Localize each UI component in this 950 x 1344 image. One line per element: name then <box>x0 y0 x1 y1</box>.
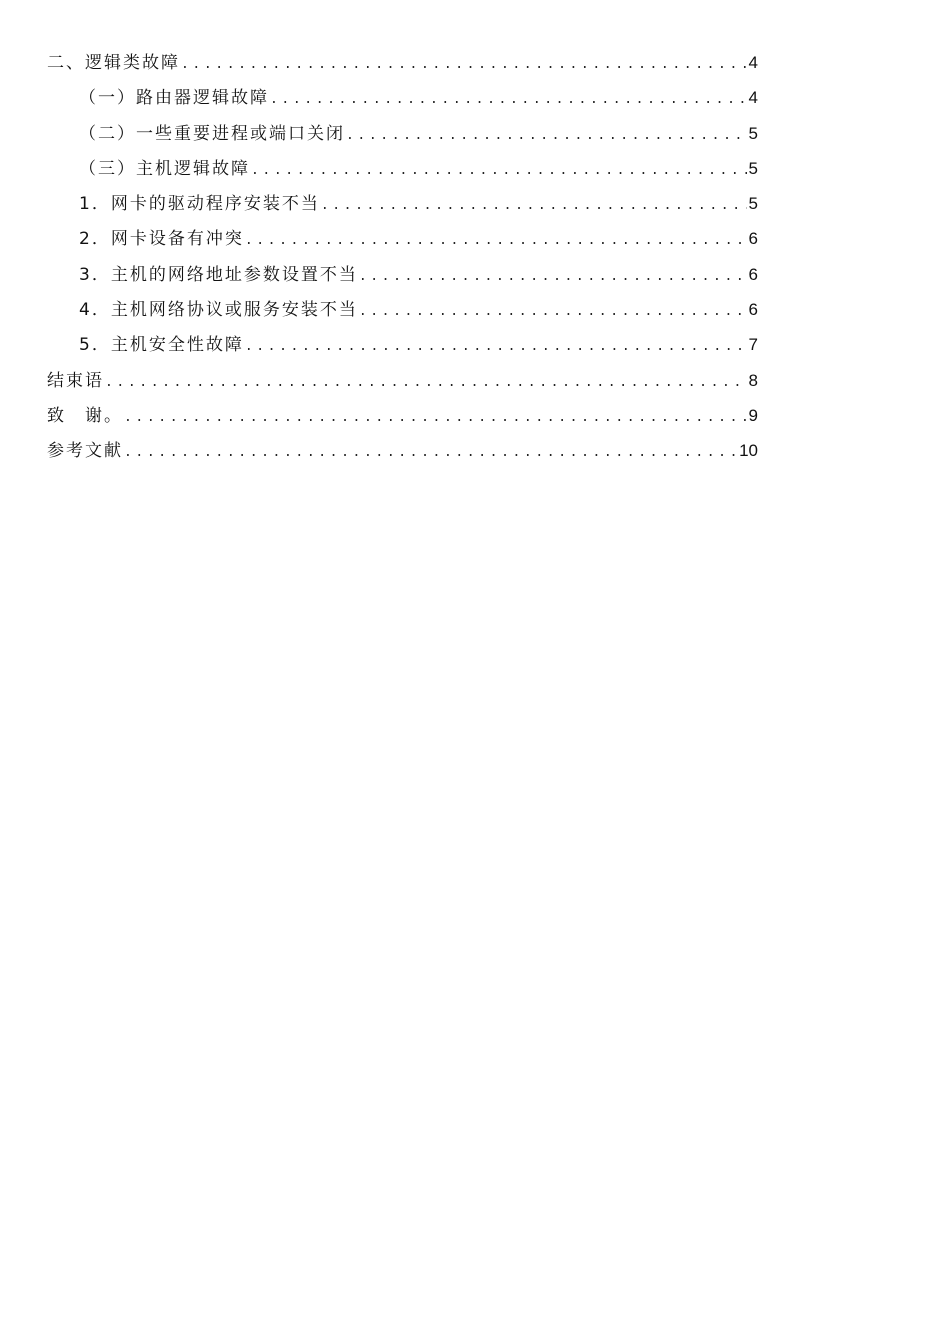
table-of-contents <box>47 45 758 469</box>
toc-dot-leader <box>359 259 747 294</box>
toc-entry-title: 3．主机的网络地址参数设置不当 <box>79 264 358 285</box>
toc-entry-title: 二、逻辑类故障 <box>47 53 180 73</box>
toc-dot-leader <box>321 188 747 223</box>
toc-entry-nic-conflict[interactable] <box>47 221 758 256</box>
toc-entry-nic-driver[interactable] <box>47 186 758 221</box>
toc-dot-leader <box>270 82 747 117</box>
toc-entry-title: （三）主机逻辑故障 <box>79 158 250 179</box>
toc-entry-title: 5．主机安全性故障 <box>79 335 244 356</box>
toc-entry-router-logic-fault[interactable] <box>47 80 758 115</box>
toc-page-number: 6 <box>748 264 758 284</box>
toc-page-number: 5 <box>748 194 758 214</box>
toc-page-number: 6 <box>748 300 758 320</box>
toc-entry-host-security[interactable] <box>47 327 758 362</box>
toc-dot-leader <box>251 153 747 188</box>
toc-page-number: 9 <box>748 405 758 425</box>
toc-page-number: 10 <box>739 441 758 461</box>
toc-page-number: 8 <box>748 370 758 390</box>
toc-entry-title: （二）一些重要进程或端口关闭 <box>79 123 345 144</box>
toc-entry-conclusion[interactable] <box>47 363 758 398</box>
toc-entry-title: 2．网卡设备有冲突 <box>79 229 244 250</box>
toc-entry-title: （一）路由器逻辑故障 <box>79 88 269 109</box>
toc-entry-logic-faults[interactable] <box>47 45 758 80</box>
toc-dot-leader <box>124 400 747 435</box>
toc-entry-title: 致 谢。 <box>47 405 123 426</box>
toc-page-number: 6 <box>748 229 758 249</box>
toc-page-number: 4 <box>748 53 758 72</box>
toc-entry-title: 4．主机网络协议或服务安装不当 <box>79 300 358 321</box>
toc-dot-leader <box>105 365 747 400</box>
toc-entry-title: 1．网卡的驱动程序安装不当 <box>79 194 320 215</box>
toc-page-number: 5 <box>748 158 758 178</box>
toc-dot-leader <box>124 435 737 470</box>
toc-page-number: 4 <box>748 88 758 108</box>
toc-entry-protocol-service[interactable] <box>47 292 758 327</box>
toc-entry-title: 参考文献 <box>47 441 123 462</box>
toc-entry-title: 结束语 <box>47 370 104 391</box>
toc-entry-acknowledgements[interactable] <box>47 398 758 433</box>
toc-dot-leader <box>245 223 747 258</box>
toc-dot-leader <box>346 118 747 153</box>
toc-page-number: 7 <box>748 335 758 355</box>
toc-entry-references[interactable] <box>47 433 758 468</box>
toc-entry-process-port-closed[interactable] <box>47 116 758 151</box>
toc-dot-leader <box>181 47 747 82</box>
toc-entry-network-address[interactable] <box>47 257 758 292</box>
toc-entry-host-logic-fault[interactable] <box>47 151 758 186</box>
toc-dot-leader <box>245 329 747 364</box>
toc-dot-leader <box>359 294 747 329</box>
toc-page-number: 5 <box>748 123 758 143</box>
